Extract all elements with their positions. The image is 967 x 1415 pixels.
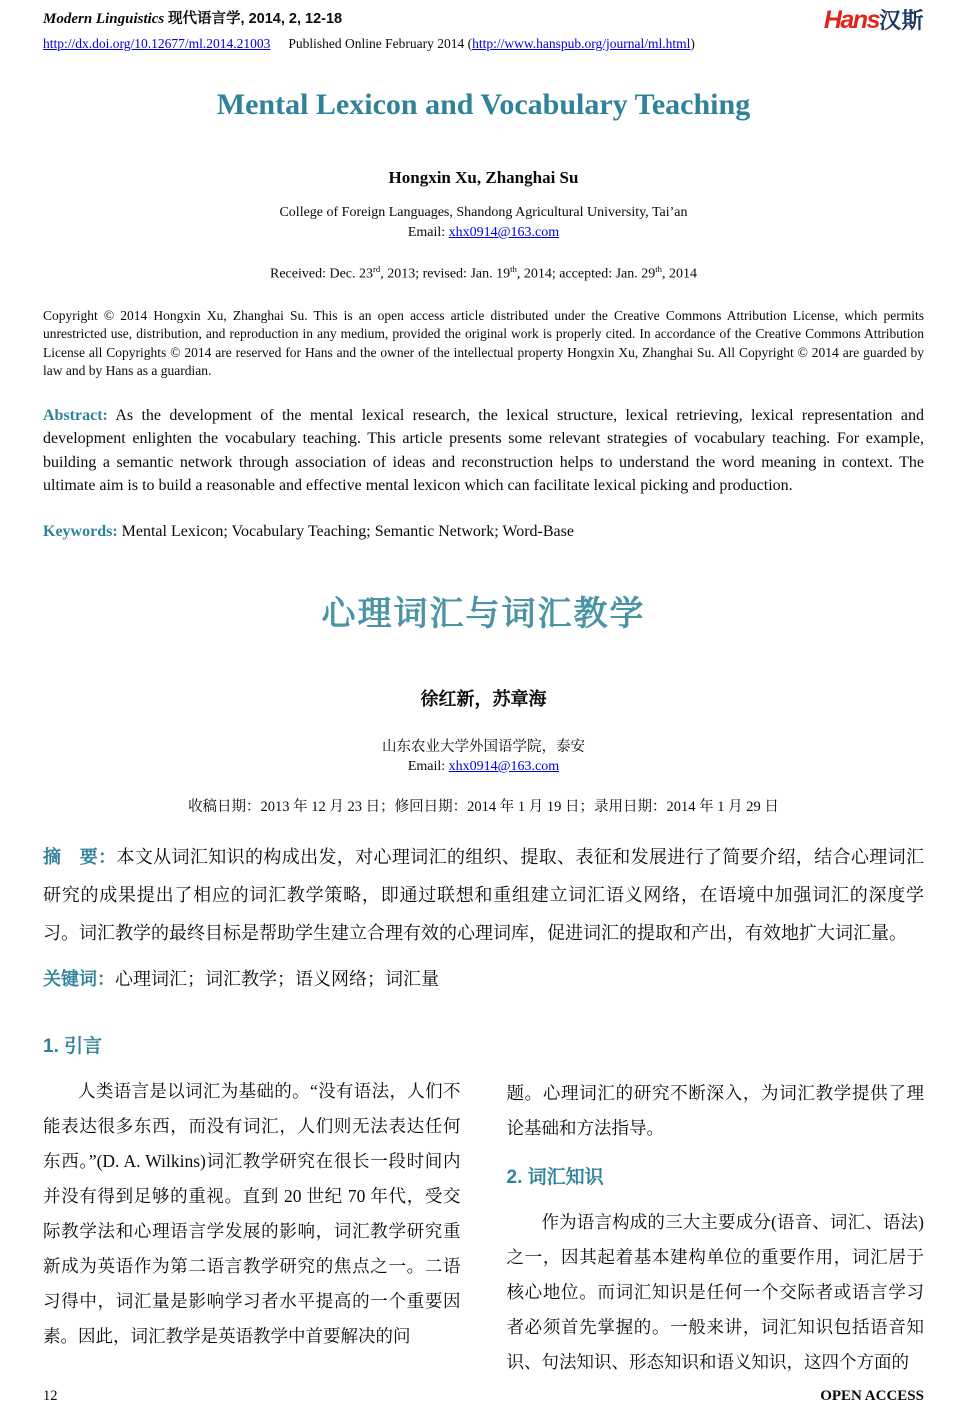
hans-logo-text: Hans bbox=[823, 6, 879, 34]
left-column bbox=[43, 1031, 461, 1380]
journal-name-english: Modern Linguistics bbox=[43, 11, 165, 27]
journal-homepage-link[interactable]: http://www.hanspub.org/journal/ml.html bbox=[472, 36, 691, 51]
affiliation-english: College of Foreign Languages, Shandong Agricultural University, Tai’an bbox=[279, 205, 688, 220]
received-dates-line bbox=[43, 264, 924, 283]
published-online-close: ) bbox=[690, 36, 695, 51]
abstract-english bbox=[43, 404, 924, 498]
publication-info-line bbox=[43, 36, 924, 52]
article-title-english: Mental Lexicon and Vocabulary Teaching bbox=[216, 88, 751, 121]
ordinal-sup: rd bbox=[373, 264, 381, 274]
keywords-chinese bbox=[43, 965, 924, 991]
published-online-text: Published Online February 2014 ( bbox=[288, 36, 473, 51]
hans-logo-hanzi: 汉斯 bbox=[878, 8, 924, 33]
authors-chinese: 徐红新，苏章海 bbox=[420, 688, 547, 709]
hans-publisher-logo bbox=[824, 8, 924, 33]
page-number: 12 bbox=[43, 1388, 58, 1404]
year-text: , 2014 bbox=[662, 266, 698, 282]
received-text: Received: Dec. 23 bbox=[269, 266, 373, 282]
introduction-paragraph-continuation: 题。心理词汇的研究不断深入，为词汇教学提供了理论基础和方法指导。 bbox=[506, 1082, 924, 1138]
masthead bbox=[43, 7, 924, 52]
abstract-label-chinese: 摘 要： bbox=[43, 846, 117, 867]
copyright-notice: Copyright © 2014 Hongxin Xu, Zhanghai Su. This is an open access article distributed under the Creative Commons Attribution License, which permits unrestricted use, distribution, and reproduction in any medium, provided the original work is properly cited. In accordance of the Creative Commons Attribution License all Copyrights © 2014 are reserved for Hans and the owner of the intellectual property Hongxin Xu, Zhanghai Su. All Copyright © 2014 are guarded by law and by Hans as a guardian. bbox=[43, 307, 924, 379]
right-column bbox=[507, 1031, 925, 1380]
open-access-badge: OPEN ACCESS bbox=[820, 1388, 924, 1404]
keywords-label-chinese: 关键词： bbox=[43, 968, 115, 989]
keywords-text: Mental Lexicon; Vocabulary Teaching; Semantic Network; Word-Base bbox=[121, 522, 574, 540]
ordinal-sup: th bbox=[655, 264, 663, 274]
abstract-chinese bbox=[43, 838, 924, 952]
authors-english: Hongxin Xu, Zhanghai Su bbox=[388, 168, 579, 187]
email-line-chinese bbox=[43, 759, 924, 775]
section-heading-introduction: 1. 引言 bbox=[43, 1035, 103, 1057]
page-footer bbox=[43, 1388, 924, 1405]
journal-title-line bbox=[43, 7, 342, 28]
email-label: Email: bbox=[407, 225, 449, 240]
email-link-chinese[interactable]: xhx0914@163.com bbox=[448, 758, 560, 774]
revised-text: , 2013; revised: Jan. 19 bbox=[380, 266, 511, 282]
email-label-chinese: Email: bbox=[407, 758, 449, 774]
abstract-text: As the development of the mental lexical research, the lexical structure, lexical retrieving, lexical representation and development enlighten the vocabulary teaching. This article presents some relevant strategies of vocabulary teaching. For example, building a semantic network through association of ideas and reconstruction helps to understand the word meaning in context. The ultimate aim is to build a reasonable and effective mental lexicon which can facilitate lexical picking and production. bbox=[43, 406, 924, 495]
section-heading-vocabulary-knowledge: 2. 词汇知识 bbox=[506, 1166, 604, 1188]
journal-name-chinese: 现代语言学, 2014, 2, 12-18 bbox=[168, 11, 343, 27]
email-link-english[interactable]: xhx0914@163.com bbox=[448, 225, 560, 240]
accepted-text: , 2014; accepted: Jan. 29 bbox=[516, 266, 656, 282]
email-line-english bbox=[43, 225, 924, 241]
abstract-text-chinese: 本文从词汇知识的构成出发，对心理词汇的组织、提取、表征和发展进行了简要介绍，结合心理词汇研究的成果提出了相应的词汇教学策略，即通过联想和重组建立词汇语义网络，在语境中加强词汇的深度学习。词汇教学的最终目标是帮助学生建立合理有效的心理词库，促进词汇的提取和产出，有效地扩大词汇量。 bbox=[43, 846, 925, 943]
keywords-english bbox=[43, 523, 924, 541]
vocabulary-knowledge-paragraph: 作为语言构成的三大主要成分(语音、词汇、语法)之一，因其起着基本建构单位的重要作用，词汇居于核心地位。而词汇知识是任何一个交际者或语言学习者必须首先掌握的。一般来讲，词汇知识包括语音知识、句法知识、形态知识和语义知识，这四个方面的 bbox=[506, 1211, 924, 1372]
keywords-text-chinese: 心理词汇；词汇教学；语义网络；词汇量 bbox=[115, 968, 439, 989]
abstract-label: Abstract: bbox=[43, 406, 108, 424]
doi-link[interactable]: http://dx.doi.org/10.12677/ml.2014.21003 bbox=[43, 36, 271, 51]
affiliation-chinese: 山东农业大学外国语学院，泰安 bbox=[382, 738, 585, 755]
article-title-chinese: 心理词汇与词汇教学 bbox=[321, 594, 646, 633]
submission-dates-chinese: 收稿日期：2013 年 12 月 23 日；修回日期：2014 年 1 月 19 日；录用日期：2014 年 1 月 29 日 bbox=[188, 798, 779, 815]
keywords-label: Keywords: bbox=[43, 522, 118, 540]
ordinal-sup: th bbox=[510, 264, 517, 274]
introduction-paragraph: 人类语言是以词汇为基础的。“没有语法，人们不能表达很多东西，而没有词汇，人们则无法表达任何东西。”(D. A. Wilkins)词汇教学研究在很长一段时间内并没有得到足够的重视。直到 20 世纪 70 年代，受交际教学法和心理语言学发展的影响，词汇教学研究重新成为英语作为第二语言教学研究的焦点之一。二语习得中，词汇量是影响学习者水平提高的一个重要因素。因此，词汇教学是英语教学中首要解决的问 bbox=[43, 1080, 461, 1346]
two-column-body bbox=[43, 1031, 924, 1380]
